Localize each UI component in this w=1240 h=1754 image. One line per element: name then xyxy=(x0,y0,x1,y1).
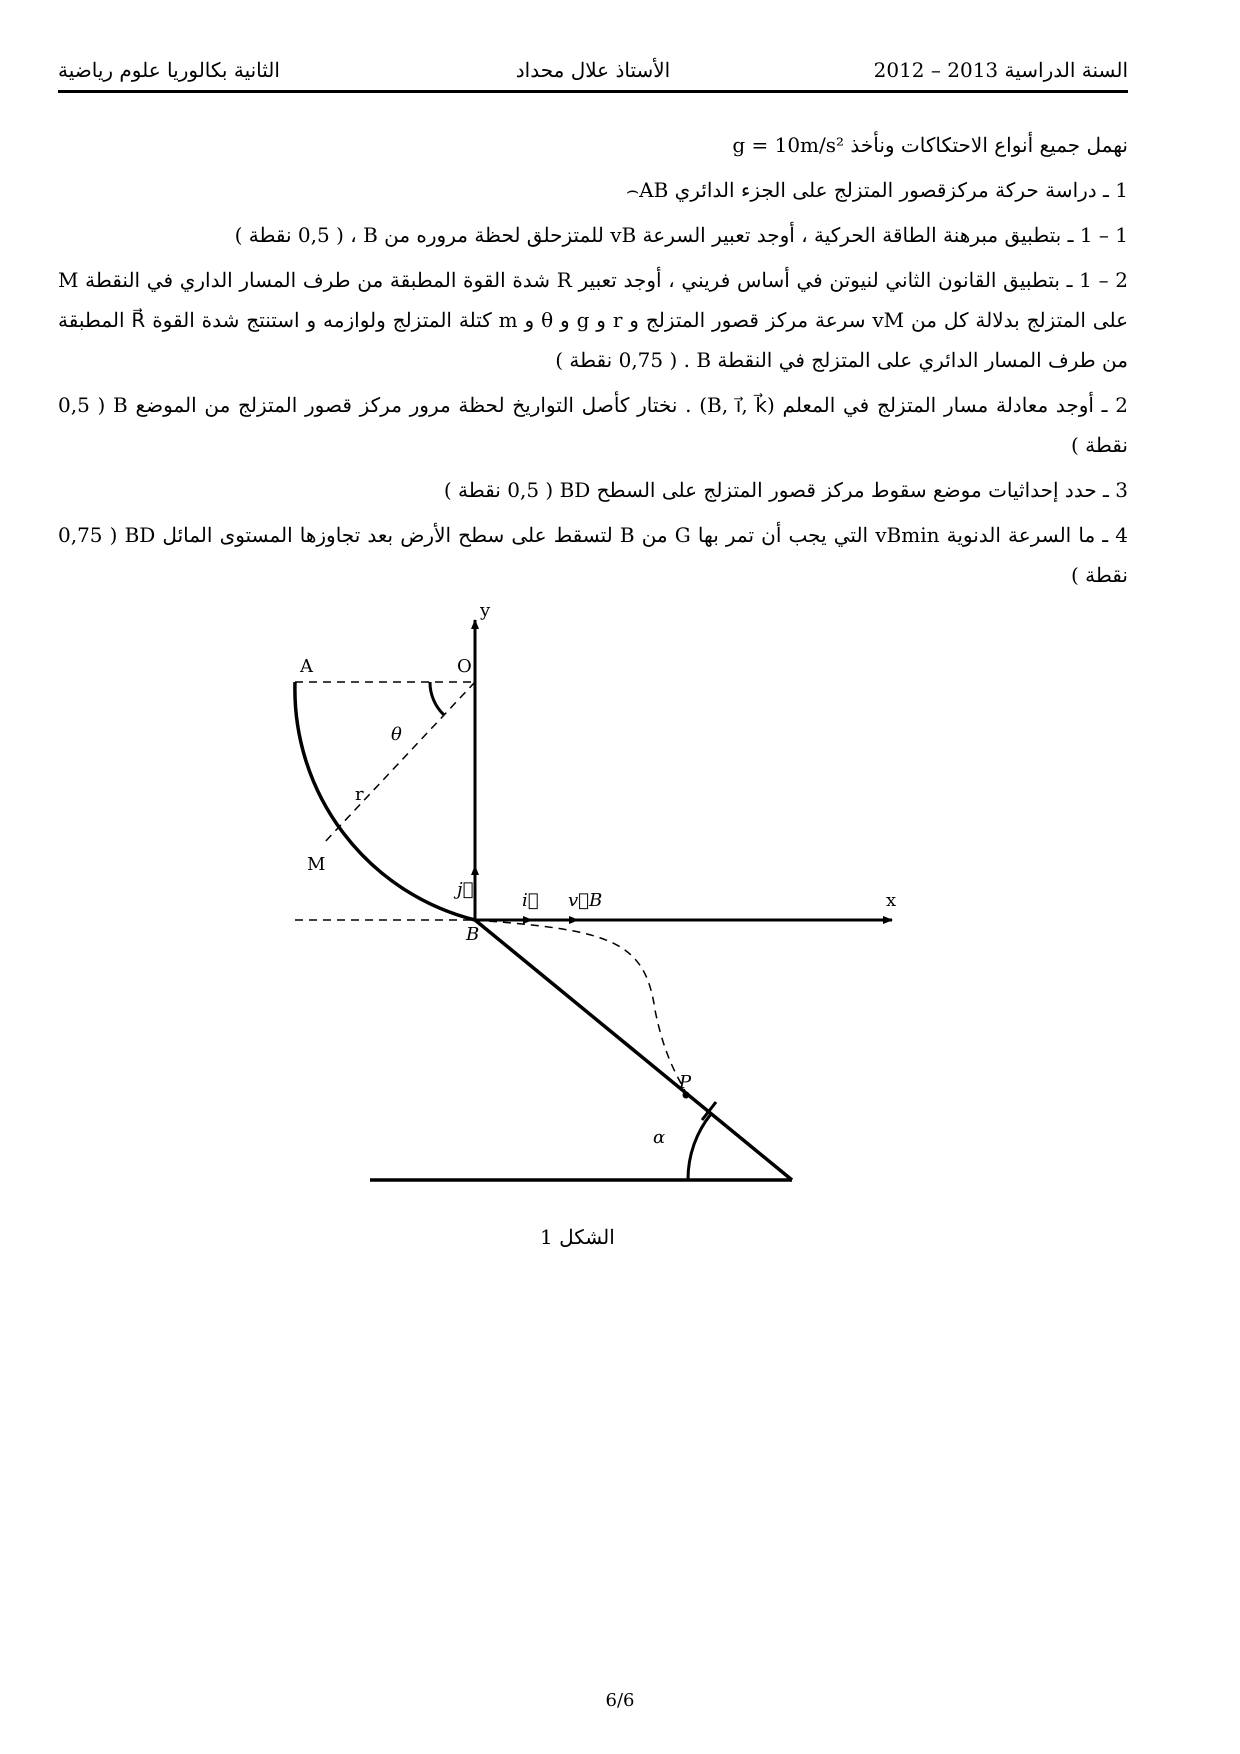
label-vB: v⃗B xyxy=(568,890,603,911)
label-theta: θ xyxy=(391,724,402,745)
question-3: 3 ـ حدد إحداثيات موضع سقوط مركز قصور المتزلج على السطح BD ( 0,5 نقطة ) xyxy=(443,478,1128,502)
alpha-arc xyxy=(688,1114,711,1180)
header-school-year: السنة الدراسية 2013 – 2012 xyxy=(873,58,1128,82)
theta-arc xyxy=(430,682,444,715)
page-header xyxy=(58,52,1128,92)
exercise-text xyxy=(58,125,1128,600)
label-r: r xyxy=(355,784,364,805)
label-i: i⃗ xyxy=(522,890,539,911)
label-P: P xyxy=(679,1072,692,1093)
page-number: 6/6 xyxy=(605,1690,635,1711)
question-1: 1 ـ دراسة حركة مركزقصور المتزلج على الجزء الدائري AB⌢ xyxy=(625,178,1128,202)
ski-track-diagram xyxy=(270,600,910,1230)
header-teacher: الأستاذ علال محداد xyxy=(515,58,671,82)
header-class: الثانية بكالوريا علوم رياضية xyxy=(58,58,280,82)
intro-line: نهمل جميع أنواع الاحتكاكات ونأخذ g = 10m/s² xyxy=(732,133,1128,157)
header-rule xyxy=(58,90,1128,93)
label-A: A xyxy=(300,656,313,677)
inclined-plane-BD xyxy=(475,920,792,1180)
label-M: M xyxy=(307,854,326,875)
label-j: j⃗ xyxy=(457,879,474,900)
label-alpha: α xyxy=(653,1127,666,1148)
question-1-2: 2 – 1 ـ بتطبيق القانون الثاني لنيوتن في أساس فريني ، أوجد تعبير R شدة القوة المطبقة من طرف المسار الداري في النقطة M على المتزلج بدلالة كل من vM سرعة مركز قصور المتزلج و r و g و θ و m كتلة المتزلج ولوازمه و استنتج شدة القوة R⃗ المطبقة من طرف المسار الدائري على المتزلج في النقطة B . ( 0,75 نقطة ) xyxy=(58,268,1129,372)
label-y: y xyxy=(480,600,491,621)
label-O: O xyxy=(457,656,472,677)
circular-track-AB xyxy=(295,682,475,920)
figure-caption: الشكل 1 xyxy=(540,1225,615,1249)
question-4: 4 ـ ما السرعة الدنوية vBmin التي يجب أن تمر بها G من B لتسقط على سطح الأرض بعد تجاوزها المستوى المائل BD ( 0,75 نقطة ) xyxy=(58,523,1128,587)
question-2: 2 ـ أوجد معادلة مسار المتزلج في المعلم (B, i⃗, k⃗) . نختار كأصل التواريخ لحظة مرور مركز قصور المتزلج من الموضع B ( 0,5 نقطة ) xyxy=(58,393,1128,457)
figure-1 xyxy=(270,600,910,1230)
label-B: B xyxy=(466,924,480,945)
label-x: x xyxy=(886,890,897,911)
question-1-1: 1 – 1 ـ بتطبيق مبرهنة الطاقة الحركية ، أوجد تعبير السرعة vB للمتزحلق لحظة مروره من B ، ( 0,5 نقطة ) xyxy=(234,223,1128,247)
radius-r xyxy=(323,682,475,844)
